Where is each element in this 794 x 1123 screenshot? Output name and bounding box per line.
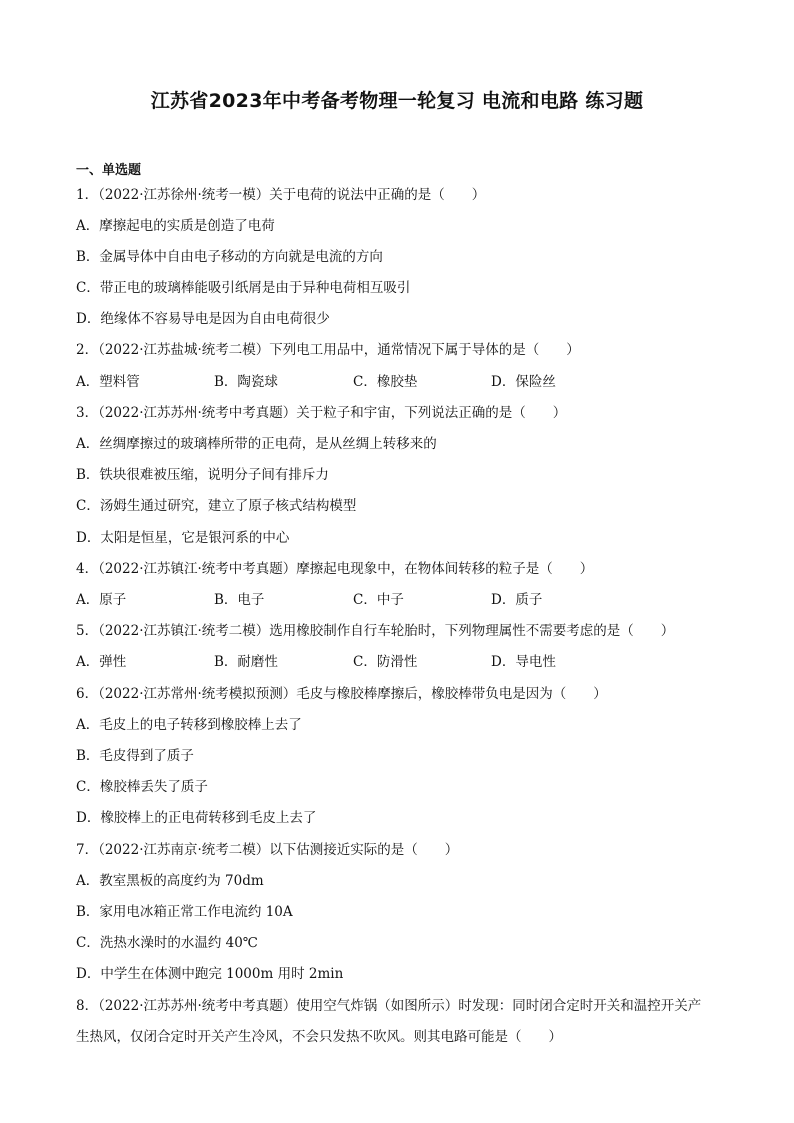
question-2-stem: 2．（2022·江苏盐城·统考二模）下列电工用品中，通常情况下属于导体的是（ ） [76, 342, 580, 358]
question-7-option-c: C．洗热水澡时的水温约 40℃ [76, 935, 258, 951]
question-2-option-b: B．陶瓷球 [214, 374, 278, 390]
question-7-option-a: A．教室黑板的高度约为 70dm [76, 873, 264, 889]
question-2-option-d: D．保险丝 [491, 374, 556, 390]
question-5-option-c: C．防滑性 [353, 654, 418, 670]
question-6-stem: 6．（2022·江苏常州·统考模拟预测）毛皮与橡胶棒摩擦后，橡胶棒带负电是因为（ ） [76, 686, 607, 702]
question-1-option-b: B．金属导体中自由电子移动的方向就是电流的方向 [76, 249, 383, 265]
question-8-stem-line-1: 8．（2022·江苏苏州·统考中考真题）使用空气炸锅（如图所示）时发现：同时闭合定时开关和温控开关产 [76, 998, 702, 1014]
question-4-option-d: D．质子 [491, 592, 543, 608]
question-5-option-d: D．导电性 [491, 654, 556, 670]
question-3-stem: 3．（2022·江苏苏州·统考中考真题）关于粒子和宇宙，下列说法正确的是（ ） [76, 405, 567, 421]
question-2-option-a: A．塑料管 [76, 374, 140, 390]
question-4-option-c: C．中子 [353, 592, 404, 608]
question-8-stem-line-2: 生热风，仅闭合定时开关产生冷风，不会只发热不吹风。则其电路可能是（ ） [76, 1029, 562, 1045]
question-7-stem: 7．（2022·江苏南京·统考二模）以下估测接近实际的是（ ） [76, 842, 459, 858]
question-3-option-c: C．汤姆生通过研究，建立了原子核式结构模型 [76, 498, 357, 514]
question-4-option-b: B．电子 [214, 592, 265, 608]
page-title: 江苏省2023年中考备考物理一轮复习 电流和电路 练习题 [150, 90, 644, 112]
question-1-option-d: D．绝缘体不容易导电是因为自由电荷很少 [76, 311, 330, 327]
question-6-option-b: B．毛皮得到了质子 [76, 748, 194, 764]
question-7-option-d: D．中学生在体测中跑完 1000m 用时 2min [76, 966, 344, 982]
question-6-option-a: A．毛皮上的电子转移到橡胶棒上去了 [76, 717, 302, 733]
question-5-option-a: A．弹性 [76, 654, 127, 670]
question-6-option-d: D．橡胶棒上的正电荷转移到毛皮上去了 [76, 810, 317, 826]
question-3-option-d: D．太阳是恒星，它是银河系的中心 [76, 530, 290, 546]
question-4-stem: 4．（2022·江苏镇江·统考中考真题）摩擦起电现象中，在物体间转移的粒子是（ ） [76, 561, 594, 577]
section-heading: 一、单选题 [76, 163, 142, 178]
question-1-stem: 1．（2022·江苏徐州·统考一模）关于电荷的说法中正确的是（ ） [76, 187, 486, 203]
question-4-option-a: A．原子 [76, 592, 127, 608]
question-3-option-b: B．铁块很难被压缩，说明分子间有排斥力 [76, 467, 329, 483]
question-1-option-a: A．摩擦起电的实质是创造了电荷 [76, 218, 275, 234]
question-5-stem: 5．（2022·江苏镇江·统考二模）选用橡胶制作自行车轮胎时，下列物理属性不需要考虑的是（ ） [76, 623, 675, 639]
question-5-option-b: B．耐磨性 [214, 654, 278, 670]
question-7-option-b: B．家用电冰箱正常工作电流约 10A [76, 904, 293, 920]
question-3-option-a: A．丝绸摩擦过的玻璃棒所带的正电荷，是从丝绸上转移来的 [76, 436, 437, 452]
question-1-option-c: C．带正电的玻璃棒能吸引纸屑是由于异种电荷相互吸引 [76, 280, 411, 296]
question-6-option-c: C．橡胶棒丢失了质子 [76, 779, 208, 795]
question-2-option-c: C．橡胶垫 [353, 374, 418, 390]
